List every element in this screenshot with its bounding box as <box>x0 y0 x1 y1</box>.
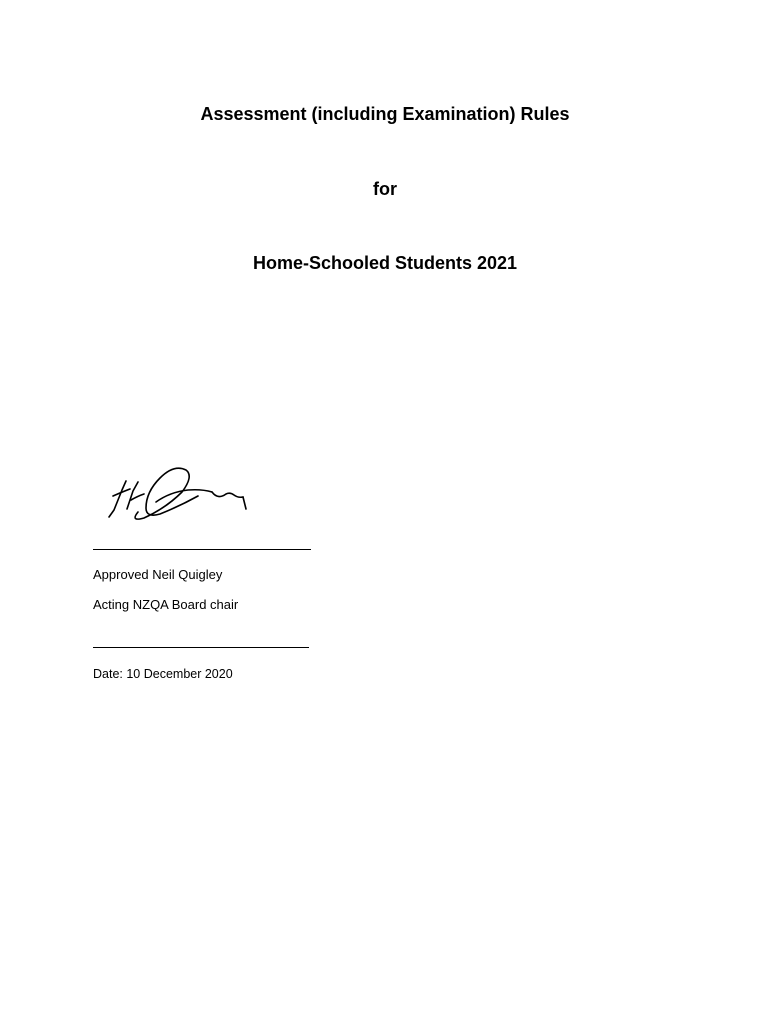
approver-name: Approved Neil Quigley <box>93 567 223 582</box>
signature-line <box>93 549 311 550</box>
document-subtitle: Home-Schooled Students 2021 <box>252 253 518 273</box>
signature-icon <box>100 462 260 526</box>
document-title: Assessment (including Examination) Rules <box>200 104 570 124</box>
approver-role: Acting NZQA Board chair <box>93 597 239 612</box>
document-title-connector: for <box>373 179 397 199</box>
approval-date: Date: 10 December 2020 <box>93 667 233 681</box>
date-line <box>93 647 309 648</box>
